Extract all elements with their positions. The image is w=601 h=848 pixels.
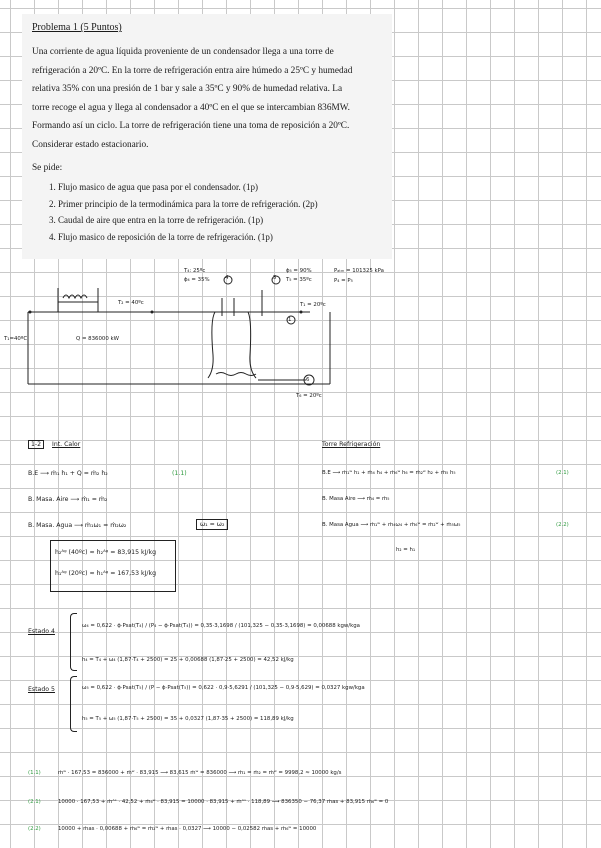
estado5-brace [70, 676, 77, 732]
label-t5: T₅ = 35ºc [286, 277, 312, 283]
problem-title: Problema 1 (5 Puntos) [32, 22, 122, 33]
problem-text [32, 43, 386, 154]
label-p4p5: P₄ = P₅ [334, 278, 353, 284]
result-2-1: 10000 · 167,53 + ṁᴬˢ · 42,52 + ṁ₆ʷ · 83,915 = 10000 · 83,915 + ṁᴬˢ · 118,89 ⟶ 836350 − 76,37 ṁas + 83,915 ṁ₆ʷ = 0 [58, 799, 389, 805]
problem-statement [22, 14, 392, 259]
energy-balance-condenser: B.E ⟶ ṁ₁ h₁ + Q = ṁ₂ h₂ [28, 470, 108, 477]
enthalpy-box [50, 540, 176, 592]
omega-box: ω₁ = ω₂ [196, 519, 228, 530]
label-q: Q = 836000 kW [76, 336, 119, 342]
energy-balance-tower: B.E ⟶ ṁ₁ʷ h₁ + ṁ₄ h₄ + ṁ₆ʷ h₆ = ṁ₂ʷ h₂ + ṁ₅ h₅ [322, 470, 456, 476]
label-patm: Pₐₜₘ = 101325 kPa [334, 268, 384, 274]
mass-balance-air: B. Masa. Aire ⟶ ṁ₁ = ṁ₂ [28, 496, 108, 503]
label-t4: T₄: 25ºc [184, 268, 206, 274]
enthalpy-h2: h₂ᴬᵍ (40ºc) ≈ h₂ᴬᵍ = 83,915 kJ/kg [55, 549, 156, 556]
section-torre: Torre Refrigeración [322, 441, 381, 448]
condenser-coil [63, 295, 87, 298]
label-phi4: ϕ₄ = 35% [184, 277, 210, 283]
problem-line: Una corriente de agua líquida proveniente de un condensador llega a una torre de [32, 47, 334, 57]
eq-tag-2-1: (2.1) [556, 470, 569, 476]
estado4-brace [70, 613, 77, 671]
estado4-label: Estado 4 [28, 628, 55, 635]
mass-balance-water: B. Masa. Agua ⟶ ṁ₁ω₁ = ṁ₂ω₂ [28, 522, 127, 529]
estado4-h: h₄ = T₄ + ω₄ (1,87·T₄ + 2500) = 25 + 0,00688 (1,87·25 + 2500) = 42,52 kJ/kg [82, 657, 294, 663]
tower-mass-air: B. Masa Aire ⟶ ṁ₄ = ṁ₅ [322, 496, 390, 502]
section-number: 1-2 [28, 440, 44, 449]
question-item: 2. Primer principio de la termodinámica para la torre de refrigeración. (2p) [58, 196, 386, 213]
label-t-in: T₁=40ºC [4, 336, 28, 342]
result-tag-1-1: (1.1) [28, 770, 41, 776]
section-int-calor: Int. Calor [52, 441, 81, 448]
tower-left [208, 312, 215, 378]
enthalpy-h1: h₁ᴬᵍ (20ºc) ≈ h₁ᴬᵍ = 167,53 kJ/kg [55, 570, 156, 577]
label-phi5: ϕ₅ = 90% [286, 268, 312, 274]
estado5-omega: ω₅ = 0,622 · ϕ·Psat(T₅) / (P − ϕ·Psat(T₅)) = 0,622 · 0,9·5,6291 / (101,325 − 0,9·5,629) = 0,0327 kgw/kga [82, 685, 365, 691]
label-t6: T₆ = 20ºc [296, 393, 322, 399]
estado5-h: h₅ = T₅ + ω₅ (1,87·T₅ + 2500) = 35 + 0,0327 (1,87·35 + 2500) = 118,89 kJ/kg [82, 716, 294, 722]
problem-line: refrigeración a 20ºC. En la torre de refrigeración entra aire húmedo a 25ºC y humedad [32, 65, 353, 76]
problem-line: Formando así un ciclo. La torre de refrigeración tiene una toma de reposición a 20ºC. [32, 121, 350, 131]
node-label-1: 1 [288, 317, 292, 323]
label-t2: T₂ = 40ºc [118, 300, 144, 306]
problem-line: torre recoge el agua y llega al condensador a 40ºC en el que se intercambian 836MW. [32, 102, 350, 113]
result-tag-2-1: (2.1) [28, 799, 41, 805]
problem-line: relativa 35% con una presión de 1 bar y sale a 35ºC y 90% de humedad relativa. La [32, 84, 343, 94]
label-t1: T₁ = 20ºc [300, 302, 326, 308]
h-equality: h₂ = h₁ [396, 547, 416, 553]
node-label-4: 4 [225, 275, 229, 281]
estado5-label: Estado 5 [28, 686, 55, 693]
node-label-6: 6 [306, 377, 310, 383]
tower-right [248, 312, 256, 378]
tower-mass-water: B. Masa Agua ⟶ ṁ₁ʷ + ṁ₄ω₄ + ṁ₆ʷ = ṁ₂ʷ + ṁ₅ω₅ [322, 522, 461, 528]
question-item: 1. Flujo masico de agua que pasa por el condensador. (1p) [58, 179, 386, 196]
result-1-1: ṁʷ · 167,53 = 836000 + ṁʷ · 83,915 ⟶ 83,615 ṁʷ = 836000 ⟶ ṁ₁ = ṁ₂ = ṁʷ = 9998,2 ≈ 10000 kg/s [58, 770, 342, 776]
tower-water [216, 373, 256, 376]
result-2-2: 10000 + ṁas · 0,00688 + ṁ₆ʷ = ṁ₂ʷ + ṁas · 0,0327 ⟶ 10000 − 0,02582 ṁas + ṁ₆ʷ = 10000 [58, 826, 317, 832]
problem-line: Considerar estado estacionario. [32, 139, 149, 150]
se-pide: Se pide: [32, 163, 63, 173]
estado4-omega: ω₄ = 0,622 · ϕ·Psat(T₄) / (P₄ − ϕ·Psat(T₄)) = 0,35·3,1698 / (101,325 − 0,35·3,1698) = 0,00688 kgw/kga [82, 623, 360, 629]
eq-tag-1-1: (1.1) [172, 470, 187, 477]
question-item: 4. Flujo masico de reposición de la torre de refrigeración. (1p) [58, 229, 386, 246]
question-list [32, 179, 386, 245]
result-tag-2-2: (2.2) [28, 826, 41, 832]
eq-tag-2-2: (2.2) [556, 522, 569, 528]
node-label-5: 5 [273, 275, 277, 281]
question-item: 3. Caudal de aire que entra en la torre de refrigeración. (1p) [58, 212, 386, 229]
